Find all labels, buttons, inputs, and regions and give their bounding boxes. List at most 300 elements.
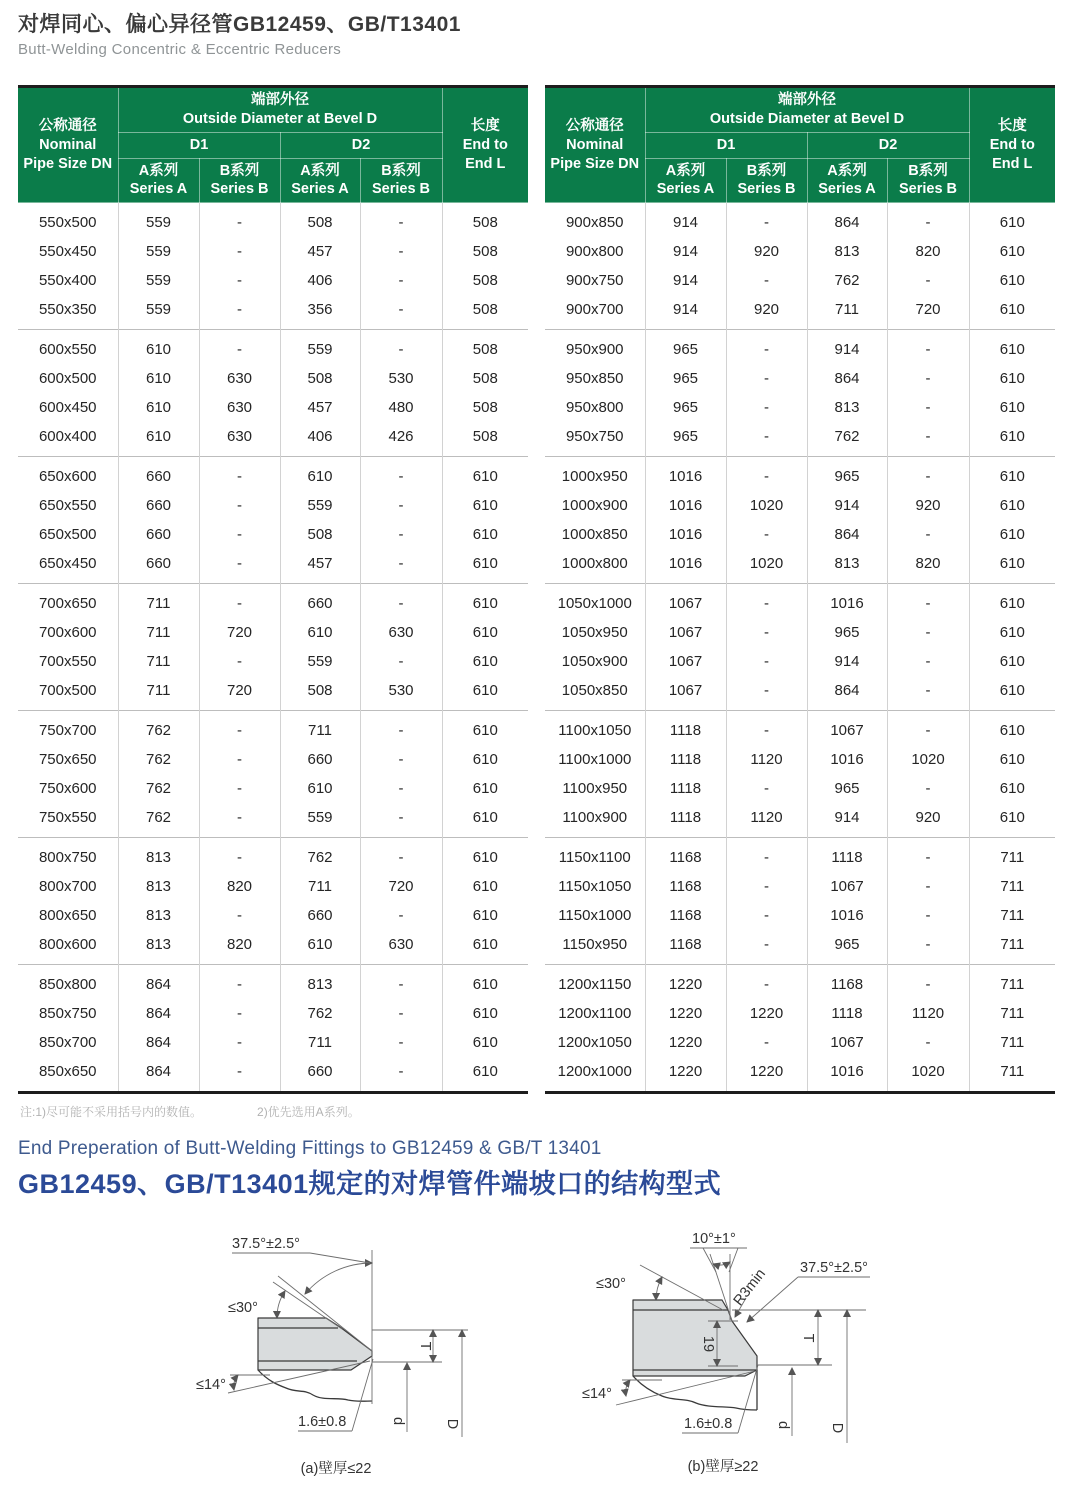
table-cell: 800x650 <box>38 907 97 925</box>
table-cell: 864 <box>807 203 887 238</box>
table-row <box>18 393 528 422</box>
table-cell: - <box>887 676 969 711</box>
table-cell: 559 <box>280 803 360 838</box>
table-cell: 1220 <box>726 1057 807 1093</box>
table-cell: 1168 <box>807 965 887 1000</box>
header-line: 端部外径 <box>251 92 310 108</box>
table-cell: 1050x850 <box>561 682 628 700</box>
table-cell: - <box>360 457 442 492</box>
table-cell: 610 <box>442 745 528 774</box>
table-cell: - <box>199 711 280 746</box>
table-cell: 965 <box>645 330 726 365</box>
table-cell: 1020 <box>726 549 807 584</box>
table-row <box>545 457 1055 492</box>
table-cell: 1067 <box>807 872 887 901</box>
table-cell: 850x800 <box>38 976 97 994</box>
table-cell: - <box>726 422 807 457</box>
table-cell: 630 <box>360 930 442 965</box>
table-cell: 1120 <box>726 803 807 838</box>
table-cell: 914 <box>807 803 887 838</box>
table-cell: 610 <box>442 999 528 1028</box>
table-cell: 711 <box>969 965 1055 1000</box>
row-group <box>18 584 528 711</box>
table-cell: - <box>360 711 442 746</box>
table-row <box>18 584 528 619</box>
table-cell: - <box>199 774 280 803</box>
col-header-d2: D2 <box>280 132 442 158</box>
table-cell: - <box>887 618 969 647</box>
table-cell: 610 <box>969 618 1055 647</box>
radius-r3min-label: R3min <box>730 1266 770 1309</box>
table-cell: 1150x1050 <box>558 878 632 896</box>
header-line: Outside Diameter at Bevel D <box>182 110 378 127</box>
header-line: 长度 <box>997 117 1027 134</box>
table-cell: - <box>199 901 280 930</box>
table-header <box>545 87 1055 203</box>
table-cell: 1016 <box>645 457 726 492</box>
table-row <box>18 872 528 901</box>
table-cell: 610 <box>969 393 1055 422</box>
table-row <box>18 803 528 838</box>
table-cell: 610 <box>118 393 199 422</box>
table-row <box>545 676 1055 711</box>
table-cell: - <box>199 1028 280 1057</box>
table-cell: 610 <box>969 203 1055 238</box>
table-row <box>545 745 1055 774</box>
table-cell: 508 <box>442 266 528 295</box>
table-cell: 965 <box>807 774 887 803</box>
table-cell: 762 <box>807 422 887 457</box>
table-cell: 914 <box>807 647 887 676</box>
table-cell: - <box>360 330 442 365</box>
table-cell: 800x600 <box>38 936 97 954</box>
table-row <box>18 422 528 457</box>
table-cell: - <box>726 330 807 365</box>
table-cell: 610 <box>442 1057 528 1093</box>
table-notes <box>20 1103 360 1120</box>
table-cell: 610 <box>442 774 528 803</box>
header-line: 公称通径 <box>565 117 624 134</box>
page-title: 对焊同心、偏心异径管GB12459、GB/T13401 <box>18 13 461 36</box>
table-cell: 762 <box>118 745 199 774</box>
table-cell: - <box>360 901 442 930</box>
table-cell: 920 <box>726 237 807 266</box>
table-cell: - <box>360 999 442 1028</box>
thickness-t-label: T <box>417 1341 433 1351</box>
table-cell: - <box>199 330 280 365</box>
table-cell: 630 <box>199 364 280 393</box>
table-cell: 610 <box>969 266 1055 295</box>
header-line: 公称通径 <box>38 117 97 134</box>
table-cell: 1200x1150 <box>558 976 632 994</box>
table-cell: 1050x900 <box>561 653 628 671</box>
table-cell: 630 <box>199 393 280 422</box>
table-cell: 1168 <box>645 901 726 930</box>
table-cell: 711 <box>969 838 1055 873</box>
table-cell: - <box>199 803 280 838</box>
max14-angle-label: ≤14° <box>582 1386 612 1402</box>
table-cell: - <box>726 203 807 238</box>
table-cell: 820 <box>199 872 280 901</box>
table-cell: 480 <box>360 393 442 422</box>
table-cell: 1220 <box>645 1028 726 1057</box>
table-row <box>18 930 528 965</box>
col-header-series-b: B系列 Series B <box>360 158 442 203</box>
table-row <box>18 330 528 365</box>
table-cell: 1120 <box>726 745 807 774</box>
table-cell: 660 <box>118 457 199 492</box>
table-cell: 720 <box>199 618 280 647</box>
page-subtitle: Butt-Welding Concentric & Eccentric Reducers <box>18 41 342 58</box>
table-cell: 610 <box>969 584 1055 619</box>
table-cell: 1118 <box>807 999 887 1028</box>
table-cell: 813 <box>280 965 360 1000</box>
table-cell: - <box>199 549 280 584</box>
header-line: Pipe Size DN <box>23 155 113 172</box>
table-cell: 610 <box>280 457 360 492</box>
table-cell: - <box>199 520 280 549</box>
table-cell: 711 <box>807 295 887 330</box>
table-cell: 1050x950 <box>561 624 628 642</box>
table-row <box>545 295 1055 330</box>
section-heading-zh: GB12459、GB/T13401规定的对焊管件端坡口的结构型式 <box>18 1169 722 1199</box>
table-cell: 559 <box>280 491 360 520</box>
table-cell: 610 <box>442 901 528 930</box>
table-row <box>545 930 1055 965</box>
table-cell: 700x650 <box>38 595 97 613</box>
table-row <box>545 330 1055 365</box>
table-cell: 1067 <box>645 647 726 676</box>
table-cell: - <box>726 838 807 873</box>
table-cell: 965 <box>645 422 726 457</box>
table-cell: 650x600 <box>38 468 97 486</box>
table-cell: 750x650 <box>38 751 97 769</box>
table-cell: - <box>199 965 280 1000</box>
table-cell: 610 <box>442 520 528 549</box>
table-cell: 813 <box>807 393 887 422</box>
table-cell: 1220 <box>645 965 726 1000</box>
note-1: 注:1)尽可能不采用括号内的数值。 <box>20 1105 203 1119</box>
row-group <box>545 330 1055 457</box>
table-cell: - <box>726 901 807 930</box>
table-row <box>545 549 1055 584</box>
table-row <box>545 774 1055 803</box>
table-cell: - <box>360 838 442 873</box>
table-cell: 508 <box>442 393 528 422</box>
table-cell: - <box>726 393 807 422</box>
table-cell: 610 <box>442 457 528 492</box>
table-cell: 1100x1050 <box>558 722 632 740</box>
row-group <box>545 203 1055 330</box>
table-cell: 1168 <box>645 930 726 965</box>
table-cell: - <box>726 774 807 803</box>
table-cell: 610 <box>969 774 1055 803</box>
col-header-outside-diameter <box>118 87 442 133</box>
table-row <box>545 203 1055 238</box>
table-cell: 1000x950 <box>561 468 628 486</box>
col-header-outside-diameter <box>645 87 969 133</box>
table-cell: - <box>887 901 969 930</box>
table-cell: 950x900 <box>565 341 624 359</box>
table-cell: - <box>360 1057 442 1093</box>
row-group <box>18 457 528 584</box>
diagram-a-caption: (a)壁厚≤22 <box>300 1461 372 1477</box>
table-cell: 550x500 <box>38 214 97 232</box>
table-cell: - <box>726 618 807 647</box>
table-cell: 914 <box>645 203 726 238</box>
table-cell: 610 <box>442 676 528 711</box>
table-cell: 1016 <box>645 549 726 584</box>
table-cell: 864 <box>807 520 887 549</box>
table-cell: 914 <box>807 491 887 520</box>
table-cell: - <box>726 457 807 492</box>
table-cell: - <box>887 930 969 965</box>
table-cell: 711 <box>969 1057 1055 1093</box>
table-cell: 711 <box>280 1028 360 1057</box>
table-cell: 508 <box>442 203 528 238</box>
table-cell: 762 <box>280 838 360 873</box>
table-row <box>18 491 528 520</box>
table-row <box>18 647 528 676</box>
table-cell: 1016 <box>807 1057 887 1093</box>
pipe-section-drawing <box>616 1248 870 1443</box>
table-cell: 711 <box>280 711 360 746</box>
table-cell: - <box>360 774 442 803</box>
max14-angle-label: ≤14° <box>196 1377 226 1393</box>
table-row <box>545 838 1055 873</box>
table-cell: 820 <box>887 549 969 584</box>
table-cell: 406 <box>280 422 360 457</box>
table-row <box>545 618 1055 647</box>
table-cell: 1118 <box>645 774 726 803</box>
table-row <box>545 237 1055 266</box>
table-cell: 1150x1100 <box>558 849 631 867</box>
table-cell: - <box>360 1028 442 1057</box>
table-cell: 800x750 <box>38 849 97 867</box>
table-cell: 1020 <box>726 491 807 520</box>
header-line: 长度 <box>470 117 500 134</box>
table-row <box>545 393 1055 422</box>
table-cell: - <box>887 203 969 238</box>
depth-19-label: 19 <box>700 1335 716 1353</box>
table-row <box>18 745 528 774</box>
col-header-series-a: A系列 Series A <box>807 158 887 203</box>
table-cell: 610 <box>442 647 528 676</box>
table-cell: - <box>360 295 442 330</box>
table-cell: 1000x850 <box>561 526 628 544</box>
table-cell: 762 <box>118 711 199 746</box>
table-cell: 850x750 <box>38 1005 97 1023</box>
table-cell: 900x800 <box>565 243 624 261</box>
table-cell: 914 <box>645 266 726 295</box>
table-cell: 813 <box>118 901 199 930</box>
table-cell: 610 <box>442 930 528 965</box>
table-cell: 720 <box>199 676 280 711</box>
row-group <box>545 584 1055 711</box>
table-cell: 660 <box>280 1057 360 1093</box>
table-cell: 559 <box>118 295 199 330</box>
table-cell: 720 <box>360 872 442 901</box>
break-line <box>258 1370 372 1401</box>
table-cell: 610 <box>442 803 528 838</box>
bore-d-label: d <box>775 1420 791 1430</box>
table-cell: - <box>360 584 442 619</box>
table-cell: 965 <box>807 930 887 965</box>
table-cell: - <box>887 393 969 422</box>
row-group <box>545 965 1055 1093</box>
table-cell: 1118 <box>645 803 726 838</box>
table-cell: 1220 <box>645 1057 726 1093</box>
table-cell: 965 <box>645 364 726 393</box>
table-cell: 1000x900 <box>561 497 628 515</box>
table-cell: 610 <box>969 295 1055 330</box>
row-group <box>18 203 528 330</box>
table-cell: - <box>887 965 969 1000</box>
note-2: 2)优先选用A系列。 <box>257 1105 360 1119</box>
table-cell: 610 <box>969 491 1055 520</box>
table-row <box>545 647 1055 676</box>
table-cell: - <box>887 647 969 676</box>
col-header-d1: D1 <box>645 132 807 158</box>
table-cell: 900x700 <box>565 301 624 319</box>
table-row <box>18 676 528 711</box>
table-row <box>545 901 1055 930</box>
table-cell: 508 <box>442 422 528 457</box>
table-row <box>545 711 1055 746</box>
diagram-b <box>540 1228 960 1490</box>
table-row <box>545 803 1055 838</box>
table-cell: - <box>360 803 442 838</box>
table-cell: 508 <box>442 330 528 365</box>
table-cell: 508 <box>442 295 528 330</box>
table-cell: - <box>360 491 442 520</box>
table-cell: 610 <box>969 647 1055 676</box>
table-cell: - <box>726 965 807 1000</box>
table-cell: 610 <box>442 549 528 584</box>
table-cell: - <box>887 457 969 492</box>
col-header-series-b: B系列 Series B <box>726 158 807 203</box>
table-cell: - <box>199 457 280 492</box>
table-cell: 1200x1000 <box>557 1063 632 1081</box>
table-cell: 610 <box>969 422 1055 457</box>
table-cell: - <box>887 711 969 746</box>
table-row <box>18 901 528 930</box>
table-cell: - <box>726 647 807 676</box>
table-cell: 1000x800 <box>561 555 628 573</box>
table-cell: 1050x1000 <box>557 595 632 613</box>
table-cell: - <box>360 647 442 676</box>
table-cell: 550x450 <box>38 243 97 261</box>
table-cell: - <box>360 266 442 295</box>
table-cell: 1067 <box>645 618 726 647</box>
table-cell: 610 <box>118 330 199 365</box>
table-cell: - <box>360 745 442 774</box>
table-cell: - <box>726 1028 807 1057</box>
table-cell: - <box>887 872 969 901</box>
table-cell: 600x550 <box>38 341 97 359</box>
table-cell: 508 <box>442 237 528 266</box>
max30-angle-label: ≤30° <box>596 1276 626 1292</box>
table-cell: 630 <box>360 618 442 647</box>
table-cell: 864 <box>118 1028 199 1057</box>
table-cell: 864 <box>118 1057 199 1093</box>
table-cell: 1150x950 <box>562 936 628 954</box>
table-cell: 900x850 <box>565 214 624 232</box>
table-row <box>18 774 528 803</box>
table-cell: 920 <box>887 803 969 838</box>
table-cell: 559 <box>280 647 360 676</box>
table-cell: 1100x900 <box>562 809 628 827</box>
table-cell: 750x550 <box>38 809 97 827</box>
table-row <box>545 364 1055 393</box>
table-cell: 1016 <box>645 491 726 520</box>
table-cell: 530 <box>360 676 442 711</box>
table-cell: 800x700 <box>38 878 97 896</box>
table-cell: 864 <box>118 965 199 1000</box>
table-cell: 610 <box>442 872 528 901</box>
table-cell: 1200x1100 <box>558 1005 632 1023</box>
root-face-label: 1.6±0.8 <box>298 1414 347 1430</box>
header-line: End to <box>462 136 508 153</box>
table-cell: - <box>199 237 280 266</box>
col-header-nominal <box>18 87 118 203</box>
table-cell: 610 <box>969 237 1055 266</box>
table-cell: 610 <box>969 745 1055 774</box>
table-cell: 610 <box>118 364 199 393</box>
table-cell: 762 <box>280 999 360 1028</box>
table-cell: 457 <box>280 237 360 266</box>
col-header-series-b: B系列 Series B <box>887 158 969 203</box>
col-header-d1: D1 <box>118 132 280 158</box>
table-row <box>545 1028 1055 1057</box>
row-group <box>18 965 528 1093</box>
table-cell: - <box>726 711 807 746</box>
table-cell: 813 <box>118 872 199 901</box>
table-row <box>18 618 528 647</box>
table-cell: 610 <box>969 549 1055 584</box>
table-cell: - <box>360 549 442 584</box>
table-cell: - <box>360 520 442 549</box>
table-cell: 610 <box>280 618 360 647</box>
table-cell: 610 <box>442 1028 528 1057</box>
table-cell: - <box>887 520 969 549</box>
table-row <box>18 520 528 549</box>
table-cell: 610 <box>442 711 528 746</box>
table-cell: 920 <box>887 491 969 520</box>
table-cell: 850x700 <box>38 1034 97 1052</box>
table-cell: 457 <box>280 549 360 584</box>
table-cell: 700x600 <box>38 624 97 642</box>
col-header-length <box>969 87 1055 203</box>
table-cell: 965 <box>645 393 726 422</box>
pipe-wall-section <box>258 1318 372 1370</box>
table-cell: 1016 <box>807 901 887 930</box>
table-row <box>18 1028 528 1057</box>
table-cell: 508 <box>442 364 528 393</box>
table-cell: - <box>726 266 807 295</box>
row-group <box>545 457 1055 584</box>
table-cell: 530 <box>360 364 442 393</box>
table-cell: 508 <box>280 520 360 549</box>
table-cell: 820 <box>199 930 280 965</box>
table-cell: 711 <box>969 872 1055 901</box>
table-row <box>545 999 1055 1028</box>
diagram-a <box>170 1232 500 1490</box>
table-cell: 864 <box>807 676 887 711</box>
table-cell: - <box>726 364 807 393</box>
table-cell: 610 <box>442 584 528 619</box>
table-cell: - <box>199 295 280 330</box>
